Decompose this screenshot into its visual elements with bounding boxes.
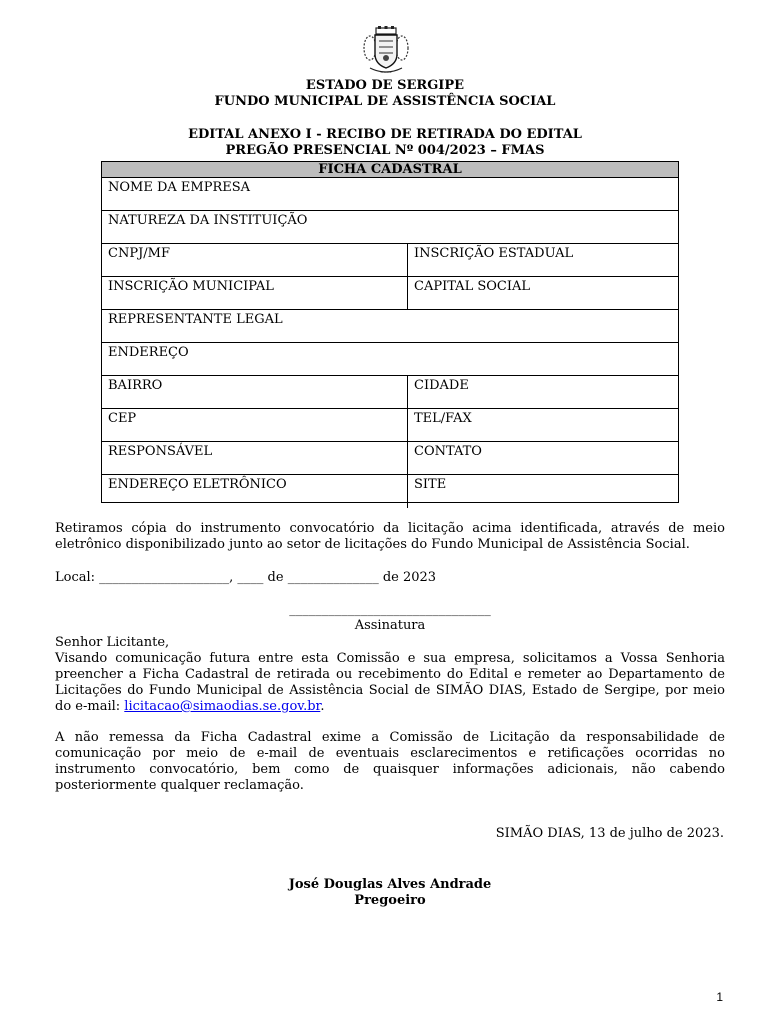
field-label: CONTATO	[414, 444, 482, 459]
form-row-email[interactable]	[102, 475, 678, 508]
cell-divider	[407, 475, 408, 508]
field-label: NATUREZA DA INSTITUIÇÃO	[108, 213, 308, 228]
page-number: 1	[716, 990, 723, 1004]
cell-divider	[407, 277, 408, 309]
email-link[interactable]: licitacao@simaodias.se.gov.br	[124, 699, 321, 714]
tender-heading: PREGÃO PRESENCIAL Nº 004/2023 – FMAS	[225, 143, 545, 158]
cell-divider	[407, 409, 408, 441]
disclaimer-paragraph: A não remessa da Ficha Cadastral exime a Comissão de Licitação da responsabilidade de comunicação por meio de e-mail de eventuais esclarecimentos e retificações ocorridas no instrumento convocatório, bem como de quaisquer informações adicionais, não cabendo posteriormente qualquer reclamação.	[55, 730, 725, 793]
fund-heading: FUNDO MUNICIPAL DE ASSISTÊNCIA SOCIAL	[214, 94, 556, 109]
form-row-company-name[interactable]	[102, 178, 678, 211]
field-label: CEP	[108, 411, 137, 426]
place-date: SIMÃO DIAS, 13 de julho de 2023.	[495, 826, 724, 841]
field-label: INSCRIÇÃO MUNICIPAL	[108, 279, 274, 294]
form-row-institution-nature[interactable]	[102, 211, 678, 244]
signer-role: Pregoeiro	[354, 893, 426, 908]
form-row-municipal-registration[interactable]	[102, 277, 678, 310]
field-label: CAPITAL SOCIAL	[414, 279, 530, 294]
field-label: ENDEREÇO	[108, 345, 189, 360]
cell-divider	[407, 376, 408, 408]
form-row-responsible[interactable]	[102, 442, 678, 475]
state-heading: ESTADO DE SERGIPE	[305, 78, 465, 93]
form-title: FICHA CADASTRAL	[102, 162, 678, 178]
instructions-paragraph	[55, 651, 725, 715]
signature-label: Assinatura	[354, 618, 426, 633]
instructions-end: .	[320, 699, 325, 714]
municipal-crest-logo	[362, 26, 410, 76]
form-row-neighborhood[interactable]	[102, 376, 678, 409]
field-label: BAIRRO	[108, 378, 163, 393]
field-label: REPRESENTANTE LEGAL	[108, 312, 283, 327]
field-label: SITE	[414, 477, 447, 492]
signature-line: _______________________________	[289, 602, 491, 617]
field-label: NOME DA EMPRESA	[108, 180, 251, 195]
form-row-cep[interactable]	[102, 409, 678, 442]
registration-form-table	[101, 161, 679, 503]
instructions-text: Visando comunicação futura entre esta Comissão e sua empresa, solicitamos a Vossa Senhoria preencher a Ficha Cadastral de retirada ou recebimento do Edital e remeter ao Departamento de Licitações do Fundo Municipal de Assistência Social de SIMÃO DIAS, Estado de Sergipe, por meio do e-mail:	[55, 651, 725, 714]
form-row-legal-representative[interactable]	[102, 310, 678, 343]
svg-text:~~~~: ~~~~	[380, 71, 392, 75]
form-row-cnpj[interactable]	[102, 244, 678, 277]
field-label: CIDADE	[414, 378, 469, 393]
signer-name: José Douglas Alves Andrade	[288, 877, 492, 892]
annex-heading: EDITAL ANEXO I - RECIBO DE RETIRADA DO EDITAL	[188, 127, 582, 142]
field-label: CNPJ/MF	[108, 246, 170, 261]
cell-divider	[407, 442, 408, 474]
field-label: INSCRIÇÃO ESTADUAL	[414, 246, 574, 261]
receipt-paragraph: Retiramos cópia do instrumento convocatório da licitação acima identificada, através de meio eletrônico disponibilizado junto ao setor de licitações do Fundo Municipal de Assistência Social.	[55, 521, 725, 552]
cell-divider	[407, 244, 408, 276]
greeting: Senhor Licitante,	[55, 635, 170, 650]
local-date-line: Local: ____________________, ____ de ______________ de 2023	[55, 570, 437, 585]
form-row-address[interactable]	[102, 343, 678, 376]
field-label: RESPONSÁVEL	[108, 444, 213, 459]
field-label: TEL/FAX	[414, 411, 472, 426]
field-label: ENDEREÇO ELETRÔNICO	[108, 477, 287, 492]
